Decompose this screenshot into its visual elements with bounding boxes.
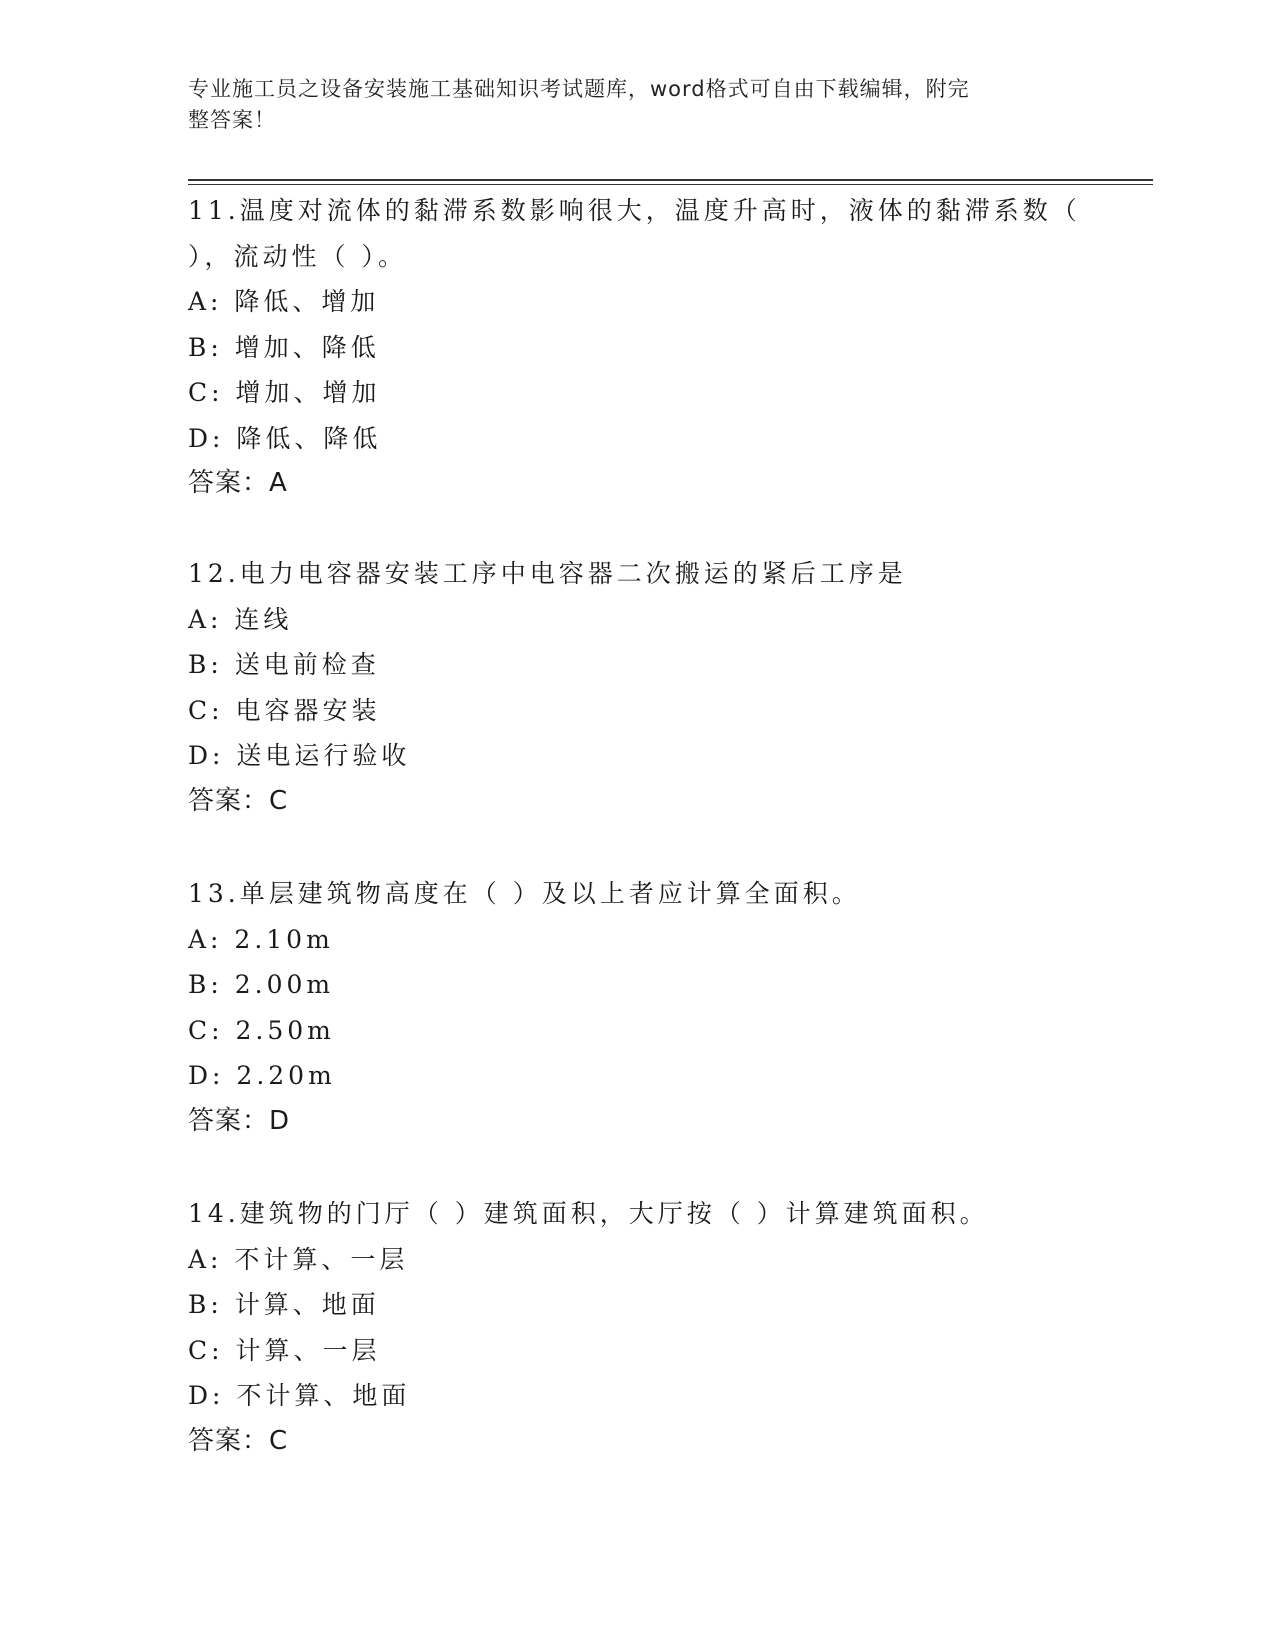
header-divider-top	[188, 179, 1153, 181]
question-stem-line-1: 13.单层建筑物高度在（ ）及以上者应计算全面积。	[188, 879, 861, 908]
option-d: D: 送电运行验收	[188, 741, 411, 770]
question-stem-line-1: 11.温度对流体的黏滞系数影响很大，温度升高时，液体的黏滞系数（	[188, 196, 1081, 225]
option-a: A: 连线	[188, 604, 293, 634]
question-13	[188, 871, 1088, 1144]
header-line-2: 整答案！	[188, 108, 276, 132]
option-c: C: 电容器安装	[188, 695, 381, 725]
answer: 答案：C	[188, 1425, 289, 1456]
answer: 答案：A	[188, 468, 288, 498]
question-stem-line-1: 12.电力电容器安装工序中电容器二次搬运的紧后工序是	[188, 559, 907, 588]
header-divider-bottom	[188, 184, 1153, 185]
option-c: C: 增加、增加	[188, 378, 381, 407]
option-b: B: 计算、地面	[188, 1290, 380, 1319]
answer: 答案：D	[188, 1105, 291, 1136]
option-c: C: 计算、一层	[188, 1335, 381, 1365]
option-b: B: 送电前检查	[188, 650, 380, 679]
option-d: D: 2.20m	[188, 1061, 336, 1090]
header-line-1: 专业施工员之设备安装施工基础知识考试题库，word格式可自由下载编辑，附完	[188, 77, 970, 101]
question-stem-line-2: ），流动性（ ）。	[188, 241, 407, 271]
option-d: D: 降低、降低	[188, 423, 382, 453]
option-a: A: 降低、增加	[188, 287, 380, 316]
option-a: A: 不计算、一层	[188, 1244, 409, 1274]
option-c: C: 2.50m	[188, 1015, 335, 1045]
question-11	[188, 188, 1088, 507]
option-b: B: 2.00m	[188, 970, 335, 999]
answer: 答案：C	[188, 785, 289, 816]
question-12	[188, 551, 1088, 824]
option-a: A: 2.10m	[188, 924, 334, 954]
question-14	[188, 1191, 1088, 1464]
question-stem-line-1: 14.建筑物的门厅（ ）建筑面积，大厅按（ ）计算建筑面积。	[188, 1199, 989, 1228]
option-b: B: 增加、降低	[188, 332, 380, 362]
option-d: D: 不计算、地面	[188, 1381, 411, 1410]
document-header	[188, 74, 1068, 136]
